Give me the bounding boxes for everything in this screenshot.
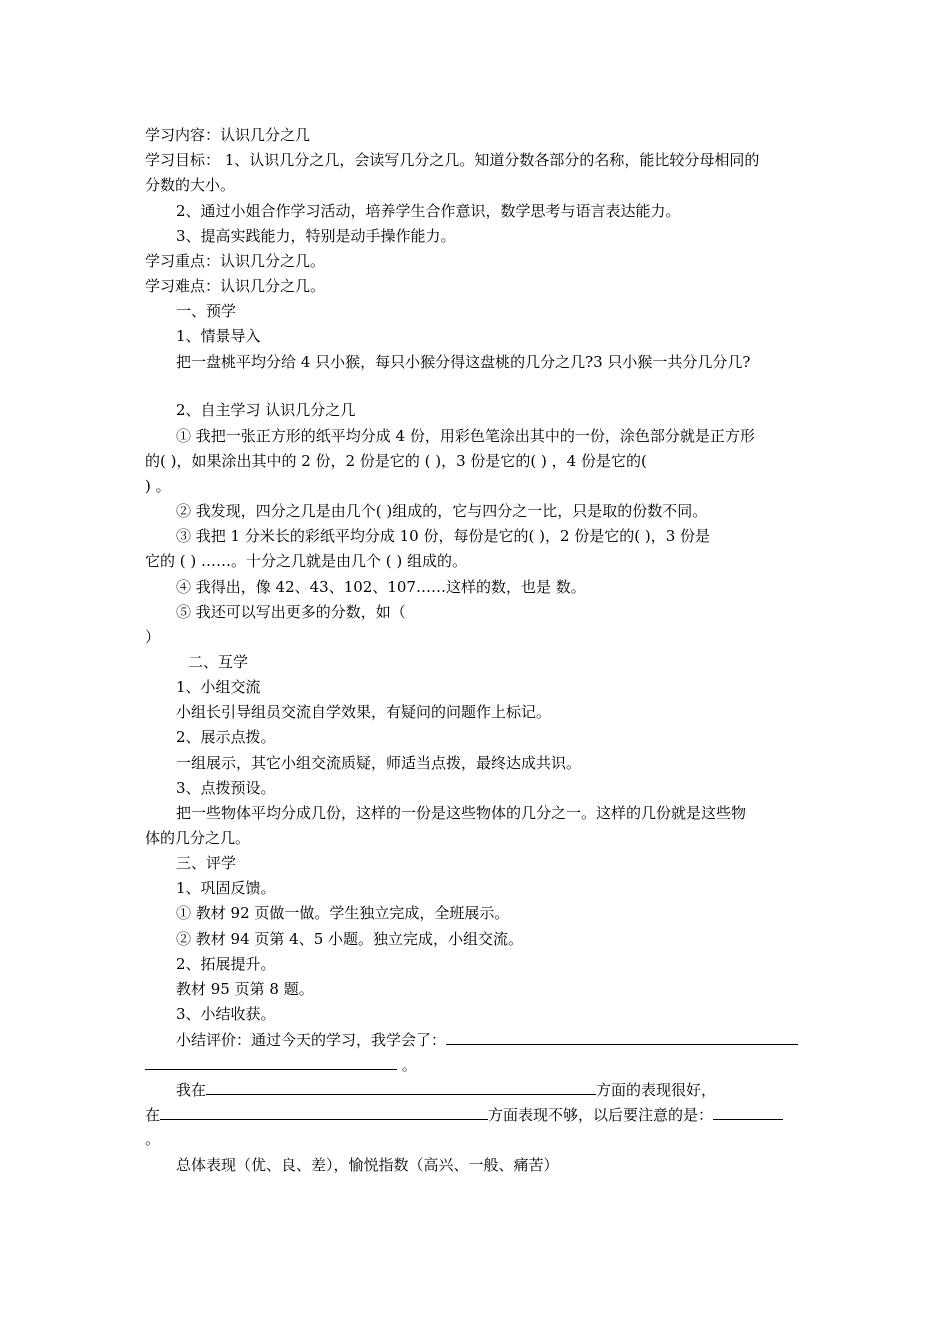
- study-goal-continuation: 分数的大小。: [145, 176, 236, 194]
- summary-period: 。: [401, 1056, 417, 1074]
- display-text: 一组展示，其它小组交流质疑，师适当点拨，最终达成共识。: [176, 754, 582, 772]
- attention-blank[interactable]: [713, 1103, 783, 1120]
- summary-line: [176, 1028, 810, 1051]
- exercise-3-line: ③ 我把 1 分米长的彩纸平均分成 10 份，每份是它的( )，2 份是它的( )，3 份是: [176, 527, 711, 545]
- exercise-1-line: ① 我把一张正方形的纸平均分成 4 份，用彩色笔涂出其中的一份，涂色部分就是正方形: [176, 427, 755, 445]
- section-heading-evaluate: 三、评学: [176, 854, 237, 872]
- section-heading-mutual: 二、互学: [188, 653, 249, 671]
- good-label-suffix: 方面的表现很好，: [596, 1081, 717, 1099]
- scenario-text: 把一盘桃平均分给 4 只小猴，每只小猴分得这盘桃的几分之几?3 只小猴一共分几分几?: [176, 353, 751, 371]
- preset-text: 把一些物体平均分成几份，这样的一份是这些物体的几分之一。这样的几份就是这些物: [176, 804, 747, 822]
- improve-line-end: 。: [145, 1130, 161, 1148]
- study-content-line: 学习内容：认识几分之几: [145, 126, 311, 144]
- subheading-self-study: 2、自主学习 认识几分之几: [176, 401, 356, 419]
- good-performance-line: [176, 1078, 810, 1101]
- group-text: 小组长引导组员交流自学效果，有疑问的问题作上标记。: [176, 703, 552, 721]
- goal-3-line: 3、提高实践能力，特别是动手操作能力。: [176, 227, 456, 245]
- subheading-summary: 3、小结收获。: [176, 1005, 276, 1023]
- exercise-1-end: ) 。: [145, 477, 171, 495]
- summary-continuation: [145, 1053, 810, 1076]
- extension-text: 教材 95 页第 8 题。: [176, 980, 314, 998]
- exercise-2-line: ② 我发现，四分之几是由几个( )组成的，它与四分之一比，只是取的份数不同。: [176, 502, 708, 520]
- subheading-preset: 3、点拨预设。: [176, 779, 276, 797]
- good-blank[interactable]: [206, 1078, 596, 1095]
- subheading-extension: 2、拓展提升。: [176, 955, 276, 973]
- study-goal-line: 学习目标： 1、认识几分之几，会读写几分之几。知道分数各部分的名称，能比较分母相同的: [145, 151, 760, 169]
- section-heading-preview: 一、预学: [176, 302, 237, 320]
- overall-performance-line: 总体表现（优、良、差），愉悦指数（高兴、一般、痛苦）: [176, 1156, 559, 1174]
- improve-line: [145, 1103, 810, 1126]
- subheading-scenario: 1、情景导入: [176, 327, 261, 345]
- key-point-line: 学习重点：认识几分之几。: [145, 252, 326, 270]
- exercise-1-continuation: 的( )，如果涂出其中的 2 份，2 份是它的 ( )，3 份是它的( ) ，4 份是它的(: [145, 452, 647, 470]
- summary-blank[interactable]: [446, 1028, 798, 1045]
- preset-continuation: 体的几分之几。: [145, 829, 251, 847]
- exercise-4-line: ④ 我得出，像 42、43、102、107……这样的数，也是 数。: [176, 578, 586, 596]
- goal-2-line: 2、通过小姐合作学习活动，培养学生合作意识，数学思考与语言表达能力。: [176, 202, 681, 220]
- subheading-display: 2、展示点拨。: [176, 728, 276, 746]
- exercise-3-continuation: 它的 ( ) ……。十分之几就是由几个 ( ) 组成的。: [145, 552, 468, 570]
- summary-label: 小结评价：通过今天的学习，我学会了：: [176, 1031, 447, 1049]
- feedback-item-2: ② 教材 94 页第 4、5 小题。独立完成，小组交流。: [176, 930, 524, 948]
- improve-label-prefix: 在: [145, 1106, 161, 1124]
- exercise-5-end: ）: [145, 628, 161, 646]
- good-label-prefix: 我在: [176, 1081, 207, 1099]
- difficult-point-line: 学习难点：认识几分之几。: [145, 277, 326, 295]
- exercise-5-line: ⑤ 我还可以写出更多的分数，如（: [176, 603, 406, 621]
- feedback-item-1: ① 教材 92 页做一做。学生独立完成，全班展示。: [176, 904, 510, 922]
- improve-blank[interactable]: [160, 1103, 488, 1120]
- subheading-feedback: 1、巩固反馈。: [176, 879, 276, 897]
- improve-label-suffix: 方面表现不够，以后要注意的是：: [488, 1106, 714, 1124]
- subheading-group: 1、小组交流: [176, 678, 261, 696]
- summary-blank-2[interactable]: [145, 1053, 397, 1070]
